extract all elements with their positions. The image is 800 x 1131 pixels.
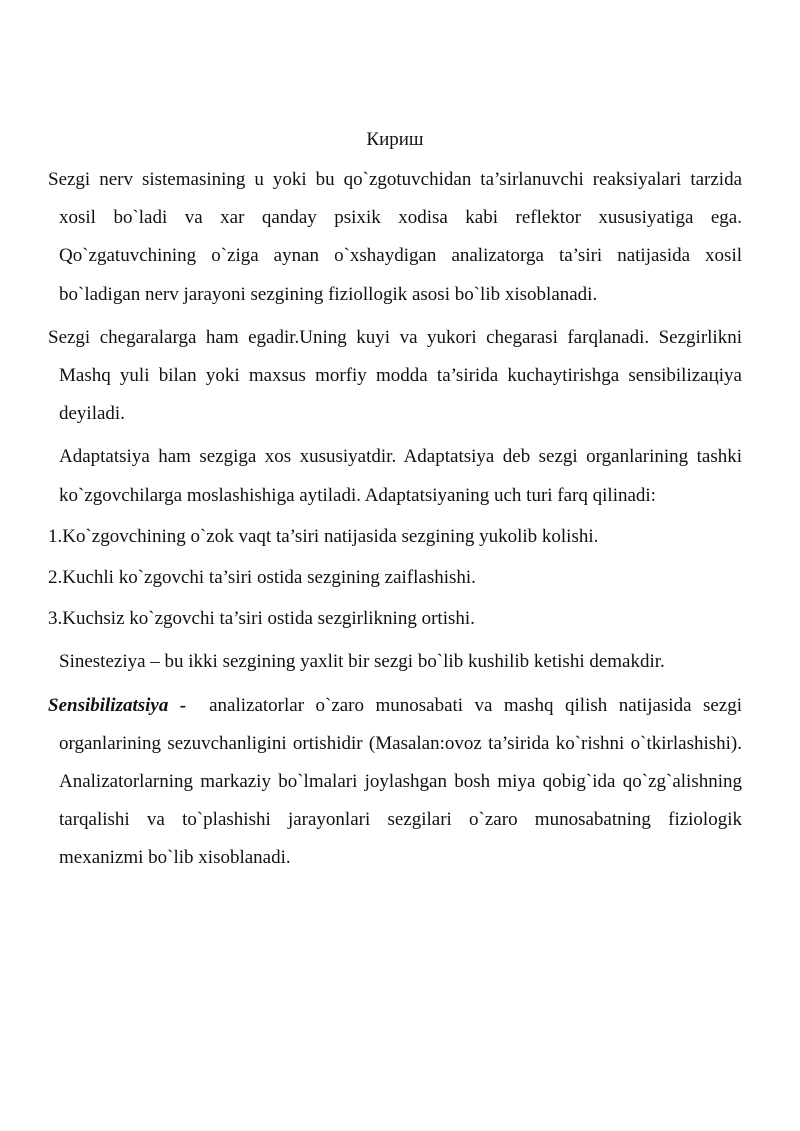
paragraph-sensation-thresholds: Sezgi chegaralarga ham egadir.Uning kuyi va yukori chegarasi farqlanadi. Sezgirlikni Mashq yuli bilan yoki maxsus morfiy modda ta’sirida kuchaytirishga sensibilizaцiya deyiladi. — [48, 326, 742, 425]
paragraph-adaptation: Adaptatsiya ham sezgiga xos xususiyatdir. Adaptatsiya deb sezgi organlarining tashki ko`zgovchilarga moslashishiga aytiladi. Adaptatsiyaning uch turi farq qilinadi: — [59, 446, 742, 506]
paragraph-synesthesia: Sinesteziya – bu ikki sezgining yaxlit bir sezgi bo`lib kushilib ketishi demakdir. — [59, 651, 665, 673]
paragraph-sensation-definition: Sezgi nerv sistemasining u yoki bu qo`zgotuvchidan ta’sirlanuvchi reaksiyalari tarzida xosil bo`ladi va xar qanday psixik xodisa kabi reflektor xususiyatiga ega. Qo`zgatuvchining o`ziga aynan o`xshaydigan analizatorga ta’siri natijasida xosil bo`ladigan nerv jarayoni sezgining fiziollogik asosi bo`lib xisoblanadi. — [48, 169, 742, 305]
document-page — [48, 121, 742, 878]
list-item: 1.Ko`zgovchining o`zok vaqt ta’siri natijasida sezgining yukolib kolishi. — [48, 525, 599, 547]
list-item: 2.Kuchli ko`zgovchi ta’siri ostida sezgining zaiflashishi. — [48, 567, 476, 589]
paragraph-sensibilization — [48, 687, 742, 878]
list-item: 3.Kuchsiz ko`zgovchi ta’siri ostida sezgirlikning ortishi. — [48, 608, 475, 630]
term-sensibilization: Sensibilizatsiya - — [48, 694, 187, 716]
page-title: Кириш — [366, 129, 424, 150]
sensibilization-text: analizatorlar o`zaro munosabati va mashq qilish natijasida sezgi organlarining sezuvchanligini ortishidir (Masalan:ovoz ta’sirida ko`rishni o`tkirlashishi). Analizatorlarning markaziy bo`lmalari joylashgan bosh miya qobig`ida qo`zg`alishning tarqalishi va to`plashishi jarayonlari sezgilari o`zaro munosabatning fiziologik mexanizmi bo`lib xisoblanadi. — [59, 694, 743, 869]
